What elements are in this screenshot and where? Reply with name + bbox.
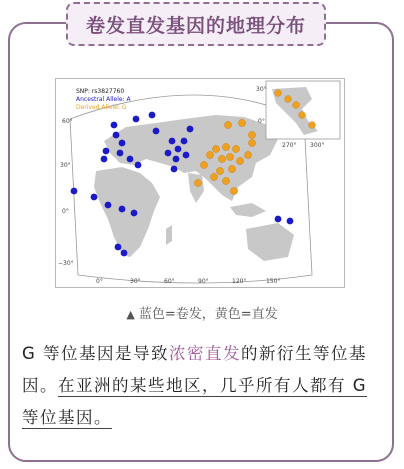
map-point xyxy=(275,90,282,97)
inset-tick: 0° xyxy=(258,118,265,125)
desc-part1: G 等位基因是导致 xyxy=(22,344,170,363)
map-point xyxy=(111,122,118,129)
map-point xyxy=(113,132,120,139)
allele-map xyxy=(55,78,345,288)
world-map-svg xyxy=(56,79,344,287)
map-point xyxy=(153,128,160,135)
map-point xyxy=(293,102,300,109)
map-point xyxy=(194,179,201,186)
map-point xyxy=(226,153,233,160)
map-point xyxy=(101,156,108,163)
lon-tick: 60° xyxy=(164,278,175,285)
map-point xyxy=(309,122,316,129)
inset-tick: 300° xyxy=(310,142,325,149)
map-point xyxy=(149,112,156,119)
map-point xyxy=(216,167,223,174)
map-point xyxy=(224,121,231,128)
map-point xyxy=(222,143,229,150)
legend-snp: SNP: rs3827760 xyxy=(76,88,125,95)
desc-part1-rest: 的新衍生等位基因。 xyxy=(22,344,368,395)
map-point xyxy=(173,156,180,163)
map-point xyxy=(236,157,243,164)
lat-tick: 0° xyxy=(62,208,69,215)
lon-tick: 150° xyxy=(266,278,281,285)
map-legend xyxy=(76,88,132,111)
map-point xyxy=(232,145,239,152)
map-point xyxy=(285,96,292,103)
lon-tick: 30° xyxy=(130,278,141,285)
map-point xyxy=(121,250,128,257)
map-point xyxy=(218,155,225,162)
map-point xyxy=(117,150,124,157)
title-banner xyxy=(66,2,326,46)
map-point xyxy=(181,138,188,145)
map-point xyxy=(131,210,138,217)
map-point xyxy=(238,119,245,126)
lon-tick: 90° xyxy=(198,278,209,285)
map-point xyxy=(183,152,190,159)
lon-tick: 0° xyxy=(96,278,103,285)
lon-tick: 120° xyxy=(232,278,247,285)
map-point xyxy=(135,162,142,169)
map-point xyxy=(275,216,282,223)
map-point xyxy=(105,202,112,209)
desc-underlined: 在亚洲的某些地区，几乎所有人都有 G 等位基因。 xyxy=(22,376,368,427)
map-point xyxy=(244,151,251,158)
caption-text: 蓝色=卷发，黄色=直发 xyxy=(138,307,278,322)
map-point xyxy=(165,150,172,157)
map-caption xyxy=(0,303,404,322)
map-point xyxy=(175,146,182,153)
page-title: 卷发直发基因的地理分布 xyxy=(85,14,306,37)
map-point xyxy=(210,173,217,180)
map-point xyxy=(200,161,207,168)
map-point xyxy=(206,151,213,158)
map-point xyxy=(71,188,78,195)
map-point xyxy=(133,116,140,123)
map-point xyxy=(119,206,126,213)
map-point xyxy=(287,218,294,225)
map-point xyxy=(103,148,110,155)
desc-highlight: 浓密直发 xyxy=(169,344,242,363)
inset-tick: 270° xyxy=(282,142,297,149)
legend-derived: Derived Allele: G xyxy=(76,104,127,111)
map-point xyxy=(248,139,255,146)
description xyxy=(22,338,384,434)
map-point xyxy=(222,177,229,184)
map-point xyxy=(187,126,194,133)
map-point xyxy=(127,156,134,163)
map-point xyxy=(212,145,219,152)
inset-tick: 30° xyxy=(256,86,267,93)
map-point xyxy=(171,166,178,173)
map-point xyxy=(91,194,98,201)
map-point xyxy=(230,187,237,194)
map-point xyxy=(115,244,122,251)
legend-ancestral: Ancestral Allele: A xyxy=(76,96,131,103)
lat-tick: 30° xyxy=(60,162,71,169)
map-point xyxy=(169,138,176,145)
map-point xyxy=(228,165,235,172)
map-point xyxy=(119,140,126,147)
map-point xyxy=(299,112,306,119)
lat-tick: −30° xyxy=(58,260,74,267)
triangle-icon: ▲ xyxy=(126,308,135,321)
map-point xyxy=(248,131,255,138)
lat-tick: 60° xyxy=(62,118,73,125)
